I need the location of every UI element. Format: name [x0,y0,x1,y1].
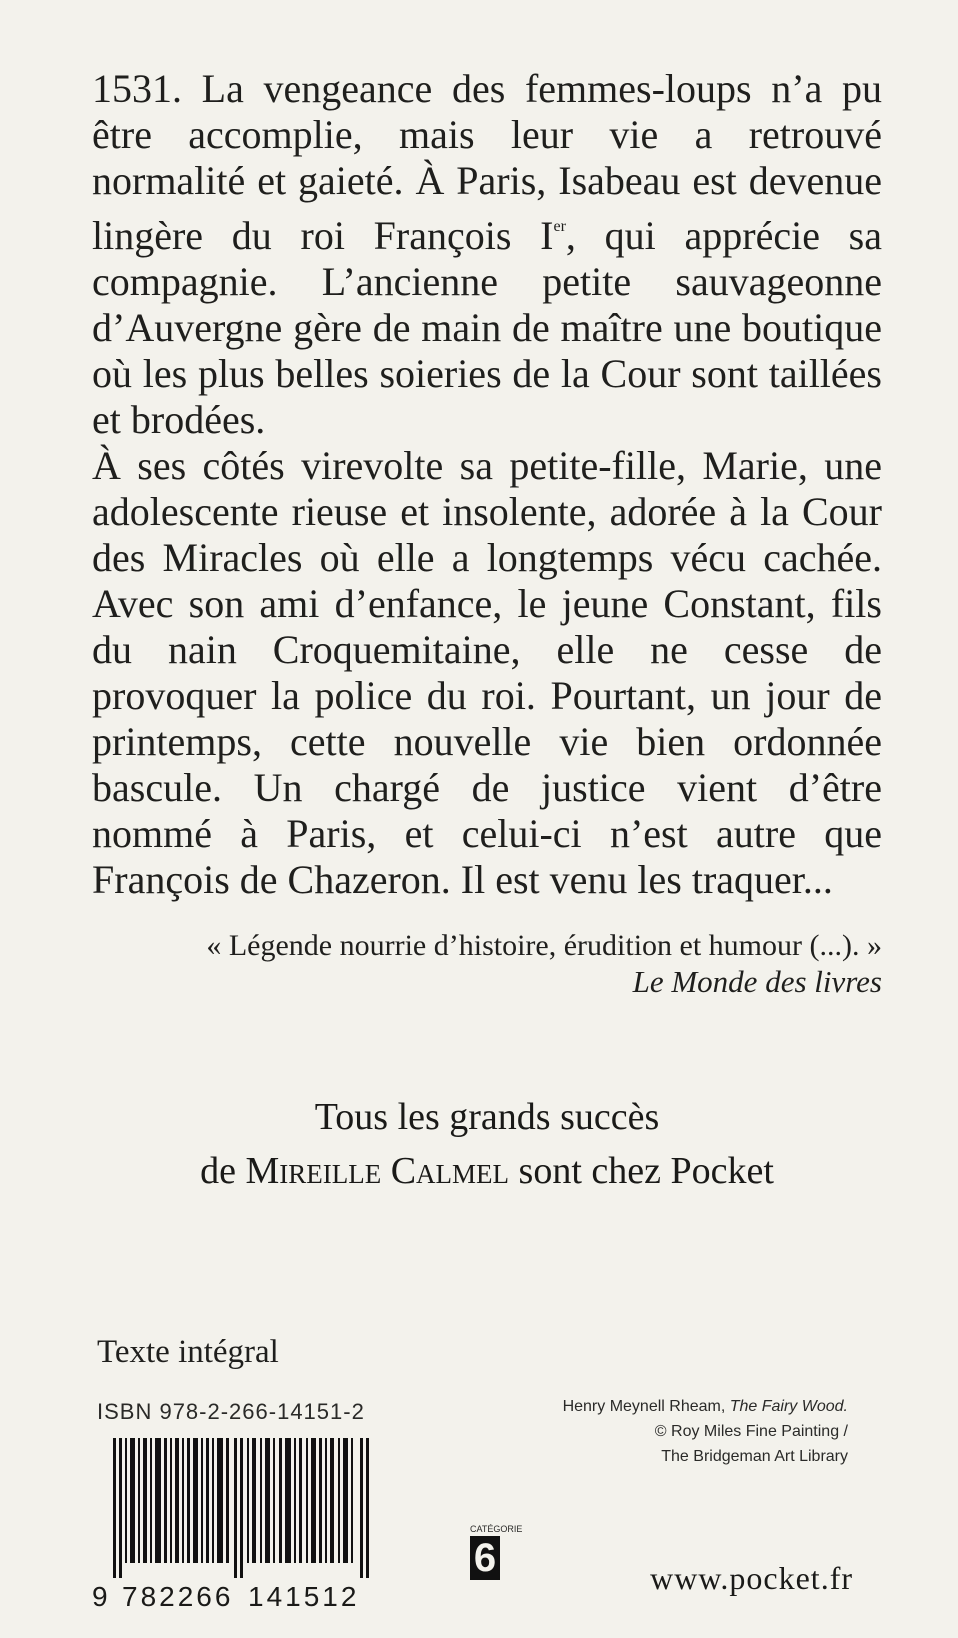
barcode [113,1438,369,1578]
category-badge [470,1524,523,1580]
press-quote-text: « Légende nourrie d’histoire, érudition et humour (...). » [206,929,882,962]
credits-line-3: The Bridgeman Art Library [661,1448,848,1465]
blurb-paragraph-2: À ses côtés virevolte sa petite-fille, Marie, une adolescente rieuse et insolente, adorée à la Cour des Miracles où elle a longtemps vécu cachée. Avec son ami d’enfance, le jeune Constant, fils du nain Croquemitaine, elle ne cesse de provoquer la police du roi. Pourtant, un jour de printemps, cette nouvelle vie bien ordonnée bascule. Un chargé de justice vient d’être nommé à Paris, et celui-ci n’est autre que François de Chazeron. Il est venu les traquer... [92,443,882,902]
blurb-paragraph-1-start: 1531. La vengeance des femmes-loups n’a pu être accomplie, mais leur vie a retrouvé normalité et gaieté. À Paris, Isabeau est devenue lingère du roi François I [92,66,882,258]
credits-line-1 [518,1394,848,1419]
category-label: CATÉGORIE [470,1524,523,1534]
promo-line-2-end: sont chez Pocket [509,1150,774,1192]
author-promo [92,1090,882,1198]
publisher-website: www.pocket.fr [650,1560,853,1596]
category-number: 6 [470,1536,500,1580]
promo-line-1: Tous les grands succès [314,1096,660,1138]
barcode-digits-right: 141512 [248,1581,360,1612]
isbn-label: ISBN 978-2-266-14151-2 [97,1399,365,1424]
blurb-paragraph-1-end: , qui apprécie sa compagnie. L’ancienne petite sauvageonne d’Auvergne gère de main de maître une boutique où les plus belles soieries de la Cour sont taillées et brodées. [92,213,882,442]
credits-line-2: © Roy Miles Fine Painting / [654,1423,848,1440]
barcode-digits-left: 782266 [122,1581,234,1612]
credits-artist: Henry Meynell Rheam, [562,1398,730,1415]
author-name: Mireille Calmel [245,1150,510,1192]
press-quote [92,928,882,1000]
edition-note: Texte intégral [97,1334,279,1370]
back-cover-blurb [92,66,882,903]
promo-line-2-start: de [200,1150,246,1192]
blurb-superscript: er [553,218,566,235]
barcode-digit-first: 9 [92,1581,109,1612]
press-quote-source: Le Monde des livres [632,964,882,999]
promo-line-2 [92,1144,882,1198]
blurb-paragraph-1 [92,66,882,443]
credits-title: The Fairy Wood. [729,1398,848,1415]
cover-credits [518,1394,848,1469]
